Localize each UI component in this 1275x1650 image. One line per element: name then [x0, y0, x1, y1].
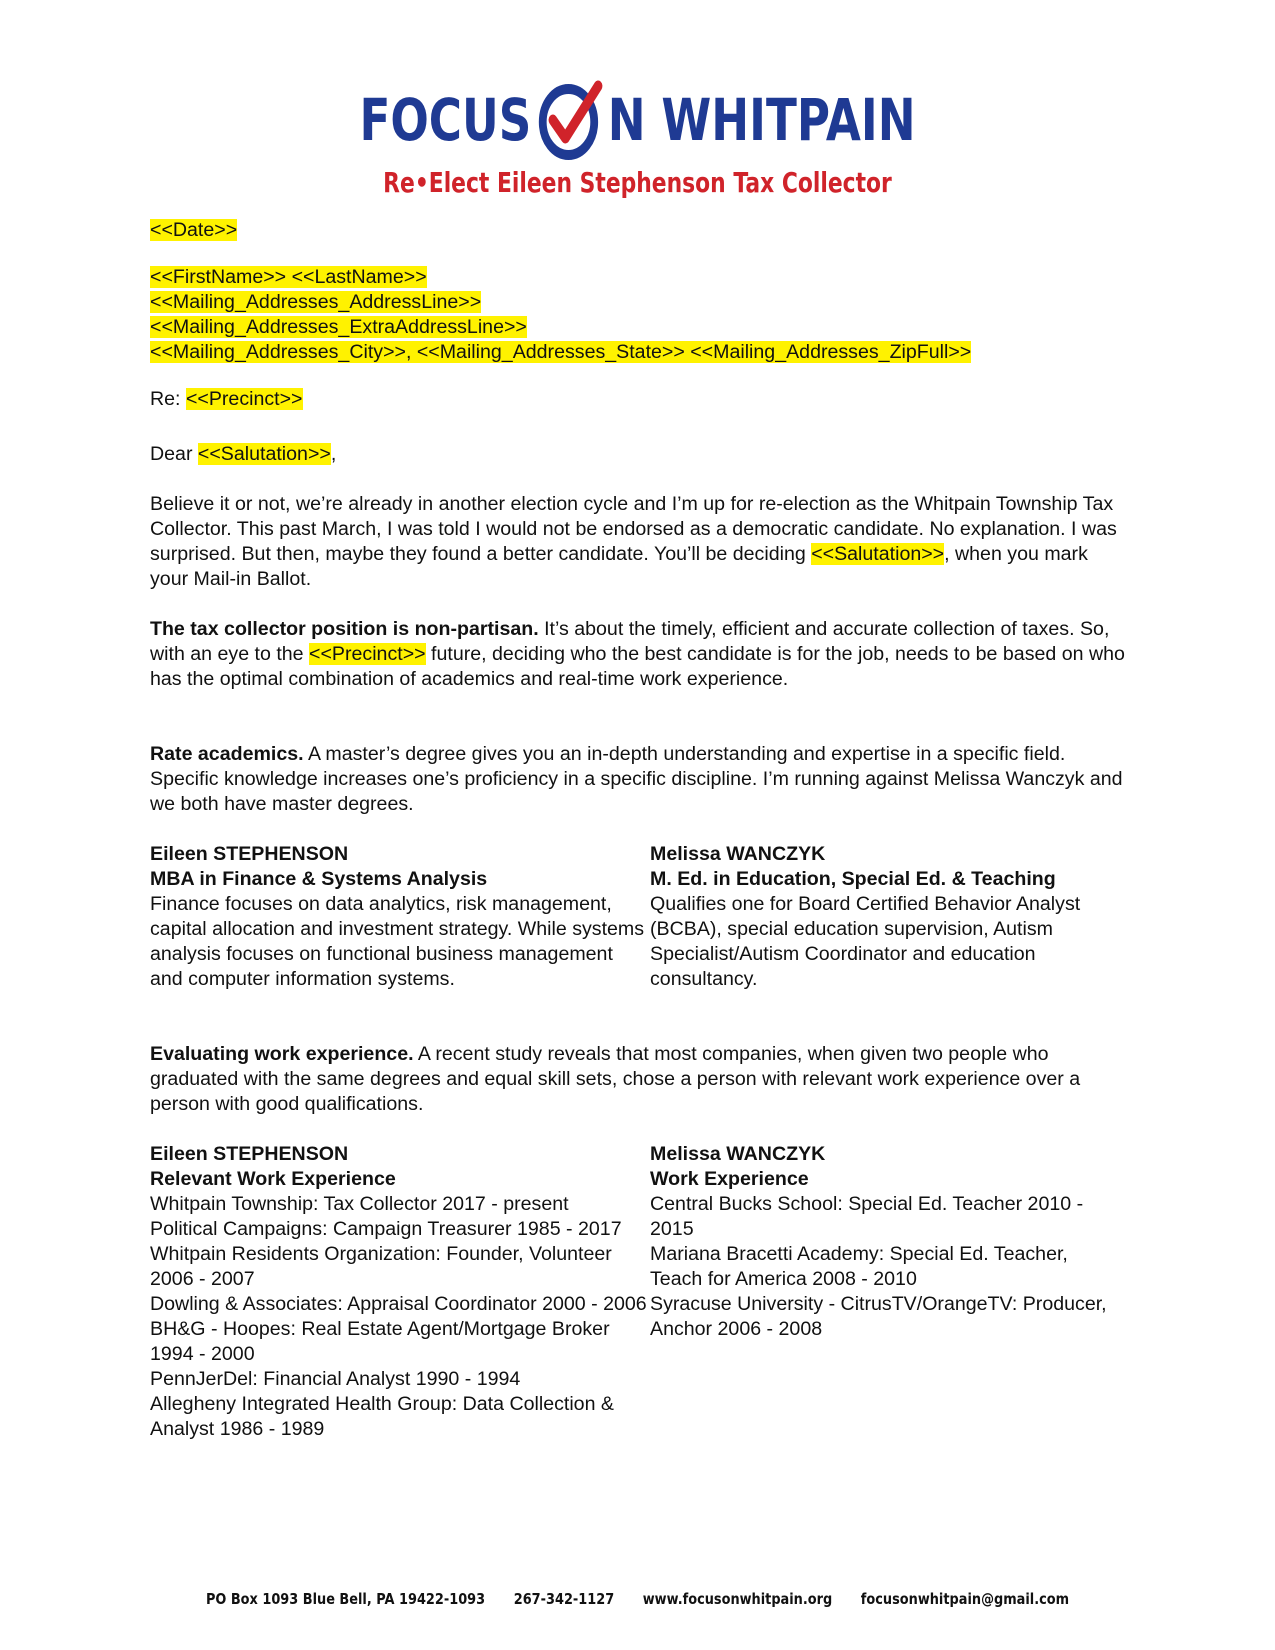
- footer-phone[interactable]: 267-342-1127: [513, 1590, 615, 1608]
- campaign-logo: [0, 80, 1275, 199]
- salutation-field: <<Salutation>>: [197, 443, 331, 465]
- logo-wordmark: [140, 80, 1135, 160]
- paragraph-nonpartisan-text: It’s about the timely, efficient and accurate collection of taxes. So, with an eye to the: [150, 618, 1110, 665]
- candidate-name: Melissa WANCZYK: [650, 1143, 826, 1165]
- experience-item: BH&G - Hoopes: Real Estate Agent/Mortgage Broker 1994 - 2000: [150, 1318, 610, 1365]
- experience-item: Central Bucks School: Special Ed. Teacher 2010 - 2015: [650, 1193, 1084, 1240]
- letter-body: [150, 218, 1130, 1442]
- degree-description: Qualifies one for Board Certified Behavior Analyst (BCBA), special education supervision, Autism Specialist/Autism Coordinator and education consultancy.: [650, 893, 1081, 990]
- footer-email-link[interactable]: focusonwhitpain@gmail.com: [860, 1590, 1070, 1608]
- experience-item: Mariana Bracetti Academy: Special Ed. Teacher, Teach for America 2008 - 2010: [650, 1243, 1068, 1290]
- paragraph-intro: [150, 492, 1130, 592]
- experience-comparison: [150, 1142, 1130, 1442]
- extra-address-line-field: <<Mailing_Addresses_ExtraAddressLine>>: [150, 316, 527, 338]
- dear-label: Dear: [150, 443, 198, 465]
- experience-item: PennJerDel: Financial Analyst 1990 - 1994: [150, 1368, 521, 1390]
- footer-address: PO Box 1093 Blue Bell, PA 19422-1093: [205, 1590, 486, 1608]
- experience-item: Political Campaigns: Campaign Treasurer 1985 - 2017: [150, 1218, 622, 1240]
- degree-title: MBA in Finance & Systems Analysis: [150, 868, 488, 890]
- experience-item: Whitpain Township: Tax Collector 2017 - present: [150, 1193, 569, 1215]
- recipient-address-block: [150, 265, 1130, 365]
- experience-stephenson: [150, 1142, 650, 1442]
- logo-text-right: N WHITPAIN: [607, 86, 916, 154]
- degree-description: Finance focuses on data analytics, risk management, capital allocation and investment strategy. While systems analysis focuses on functional business management and computer information systems.: [150, 893, 645, 990]
- degree-title: M. Ed. in Education, Special Ed. & Teaching: [650, 868, 1056, 890]
- paragraph-academics-text: A master’s degree gives you an in-depth understanding and expertise in a specific field. Specific knowledge increases one’s proficiency in a specific discipline. I’m running against Melissa Wanczyk and we both have master degrees.: [150, 743, 1123, 815]
- paragraph-nonpartisan-lead: The tax collector position is non-partisan.: [150, 618, 539, 640]
- date-field: <<Date>>: [150, 219, 238, 241]
- candidate-name: Eileen STEPHENSON: [150, 843, 349, 865]
- experience-item: Dowling & Associates: Appraisal Coordinator 2000 - 2006: [150, 1293, 647, 1315]
- address-line-field: <<Mailing_Addresses_AddressLine>>: [150, 291, 482, 313]
- paragraph-nonpartisan-end: future, deciding who the best candidate is for the job, needs to be based on who has the optimal combination of academics and real-time work experience.: [150, 643, 1125, 690]
- paragraph-experience-lead: Evaluating work experience.: [150, 1043, 414, 1065]
- experience-item: Whitpain Residents Organization: Founder, Volunteer 2006 - 2007: [150, 1243, 612, 1290]
- paragraph-academics-lead: Rate academics.: [150, 743, 304, 765]
- experience-item: Syracuse University - CitrusTV/OrangeTV: Producer, Anchor 2006 - 2008: [650, 1293, 1107, 1340]
- logo-tagline: Re•Elect Eileen Stephenson Tax Collector: [383, 166, 892, 199]
- salutation-suffix: ,: [330, 443, 337, 465]
- paragraph-intro-text: Believe it or not, we’re already in another election cycle and I’m up for re-election as the Whitpain Township Tax Collector. This past March, I was told I would not be endorsed as a democratic candidate. No explanation. I was surprised. But then, maybe they found a better candidate. You’ll be deciding: [150, 493, 1117, 565]
- footer-website-link[interactable]: www.focusonwhitpain.org: [642, 1590, 833, 1608]
- city-state-zip-field: <<Mailing_Addresses_City>>, <<Mailing_Addresses_State>> <<Mailing_Addresses_ZipFull>>: [150, 341, 972, 363]
- paragraph-nonpartisan: [150, 617, 1130, 692]
- academics-wanczyk: [650, 842, 1120, 992]
- experience-heading: Relevant Work Experience: [150, 1168, 396, 1190]
- experience-item: Allegheny Integrated Health Group: Data Collection & Analyst 1986 - 1989: [150, 1393, 614, 1440]
- paragraph-experience: [150, 1042, 1130, 1117]
- paragraph-nonpartisan-precinct-field: <<Precinct>>: [309, 643, 426, 665]
- recipient-name-field: <<FirstName>> <<LastName>>: [150, 266, 427, 288]
- paragraph-experience-text: A recent study reveals that most companies, when given two people who graduated with the same degrees and equal skill sets, chose a person with relevant work experience over a person with good qualifications.: [150, 1043, 1081, 1115]
- candidate-name: Melissa WANCZYK: [650, 843, 826, 865]
- candidate-name: Eileen STEPHENSON: [150, 1143, 349, 1165]
- logo-text-left: FOCUS: [359, 86, 532, 154]
- academics-stephenson: [150, 842, 650, 992]
- experience-wanczyk: [650, 1142, 1120, 1442]
- paragraph-intro-end: , when you mark your Mail-in Ballot.: [150, 543, 1088, 590]
- checkmark-o-icon: [536, 80, 603, 160]
- re-label: Re:: [150, 388, 186, 410]
- paragraph-academics: [150, 742, 1130, 817]
- academics-comparison: [150, 842, 1130, 992]
- experience-heading: Work Experience: [650, 1168, 809, 1190]
- contact-footer: [89, 1590, 1186, 1608]
- paragraph-intro-salutation-field: <<Salutation>>: [811, 543, 945, 565]
- precinct-field: <<Precinct>>: [185, 388, 303, 410]
- re-line: [150, 387, 1130, 412]
- salutation-line: [150, 442, 1130, 467]
